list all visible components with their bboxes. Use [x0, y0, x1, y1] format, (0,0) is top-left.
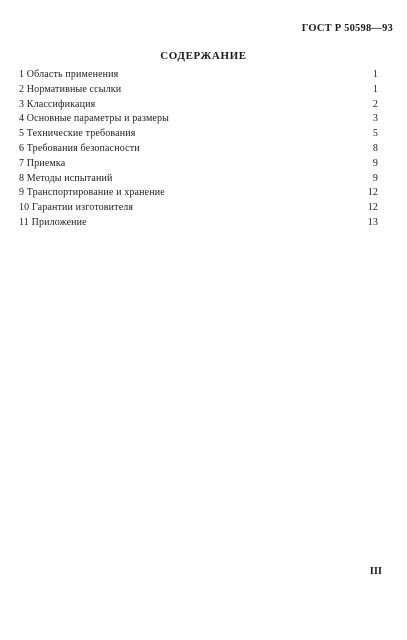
toc-entry — [19, 187, 378, 202]
toc-entry-page: 1 — [372, 69, 378, 80]
toc-entry-page: 13 — [367, 216, 378, 228]
toc-entry-page: 2 — [372, 98, 378, 110]
toc-entry-title: 9 Транспортирование и хранение — [19, 187, 165, 199]
toc-entry-page: 5 — [372, 128, 378, 140]
toc-entry-page: 1 — [372, 83, 378, 95]
toc-entry-title: 5 Технические требования — [19, 128, 136, 140]
toc-entry — [19, 143, 378, 158]
toc-entry — [19, 173, 378, 188]
toc-entry — [19, 99, 378, 114]
toc-entry-title: 6 Требования безопасности — [19, 142, 140, 154]
toc-entry — [19, 158, 378, 173]
toc-entry — [19, 128, 378, 143]
toc-entry-page: 9 — [372, 172, 378, 184]
toc-entry-title: 10 Гарантии изготовителя — [19, 202, 134, 214]
toc-entry-page: 9 — [372, 157, 378, 169]
toc-entry — [19, 84, 378, 99]
toc-entry-title: 1 Область применения — [19, 69, 119, 80]
toc-entry-page: 12 — [367, 187, 378, 199]
toc-entry-title: 4 Основные параметры и размеры — [19, 113, 170, 125]
toc-entry — [19, 217, 378, 232]
page-number: III — [369, 566, 382, 577]
table-of-contents — [19, 69, 378, 232]
toc-entry-title: 8 Методы испытаний — [19, 172, 113, 184]
toc-entry-title: 2 Нормативные ссылки — [19, 83, 122, 95]
toc-entry-page: 3 — [372, 113, 378, 125]
toc-entry-page: 8 — [372, 142, 378, 154]
toc-entry — [19, 69, 378, 84]
contents-title: СОДЕРЖАНИЕ — [160, 50, 247, 62]
toc-entry — [19, 113, 378, 128]
standard-code: ГОСТ Р 50598—93 — [301, 23, 393, 34]
toc-entry — [19, 202, 378, 217]
toc-entry-page: 12 — [367, 202, 378, 214]
toc-entry-title: 3 Классификация — [19, 98, 96, 110]
toc-entry-title: 7 Приемка — [19, 157, 66, 169]
toc-entry-title: 11 Приложение — [19, 216, 87, 228]
